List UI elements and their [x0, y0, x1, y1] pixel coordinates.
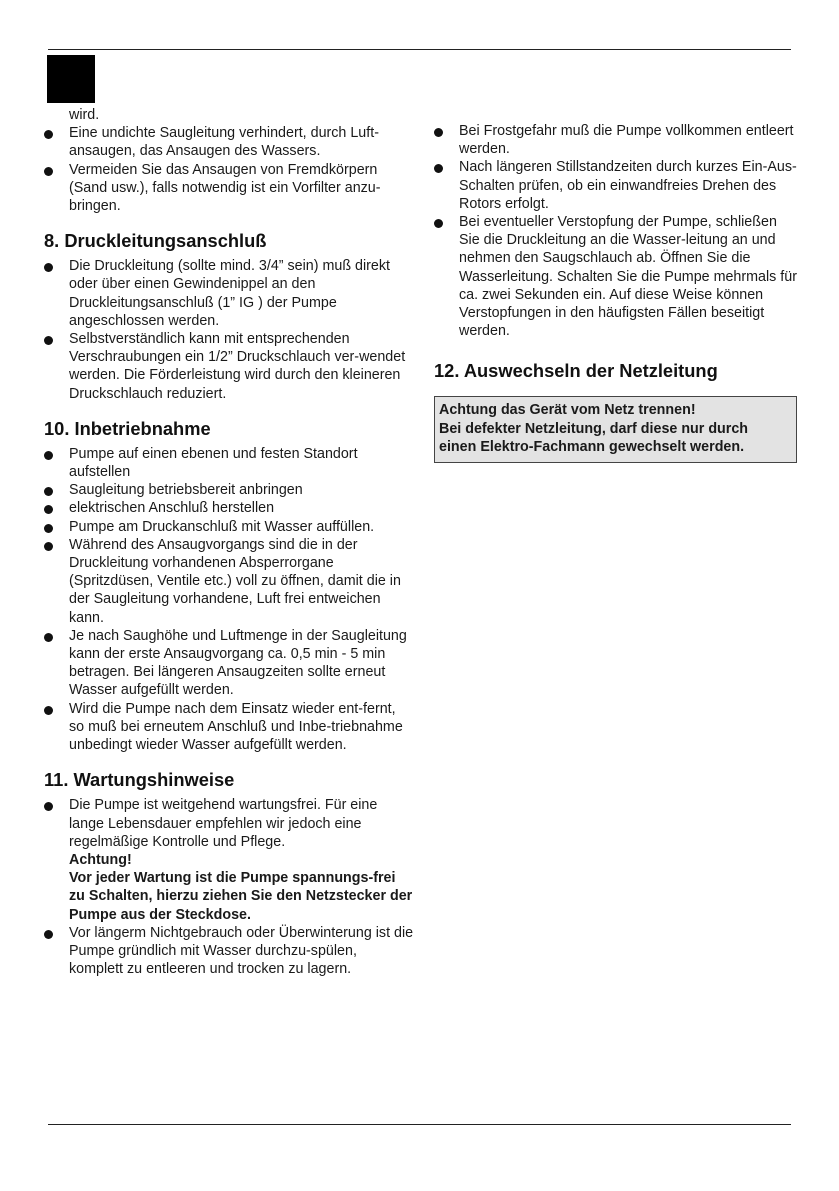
bullet-icon	[44, 336, 53, 345]
intro-bullet-list	[44, 124, 414, 215]
list-item: Wird die Pumpe nach dem Einsatz wieder ent-fernt, so muß bei erneutem Anschluß und Inbe-triebnahme unbedingt wieder Wasser aufgefüllt werden.	[44, 700, 414, 755]
bullet-icon	[44, 451, 53, 460]
section-8-heading: 8. Druckleitungsanschluß	[44, 230, 267, 252]
section-10-bullet-list	[44, 445, 414, 754]
bullet-icon	[44, 802, 53, 811]
section-10	[44, 418, 414, 754]
warning-line-1: Achtung das Gerät vom Netz trennen!	[439, 402, 696, 419]
bullet-icon	[434, 128, 443, 137]
warning-line-2: Bei defekter Netzleitung, darf diese nur durch einen Elektro-Fachmann gewechselt werden.	[439, 420, 749, 455]
bullet-icon	[44, 263, 53, 272]
footer-rule	[48, 1124, 791, 1125]
section-11	[44, 769, 414, 978]
bullet-icon	[44, 930, 53, 939]
list-item: Vermeiden Sie das Ansaugen von Fremdkörpern (Sand usw.), falls notwendig ist ein Vorfilter anzu-bringen.	[44, 161, 414, 216]
list-item: Je nach Saughöhe und Luftmenge in der Saugleitung kann der erste Ansaugvorgang ca. 0,5 min - 5 min betragen. Bei längeren Ansaugzeiten sollte erneut Wasser aufgefüllt werden.	[44, 627, 414, 700]
right-bullet-list	[434, 122, 799, 340]
warning-box	[434, 396, 797, 463]
bullet-icon	[44, 633, 53, 642]
continuation-text: wird.	[69, 107, 100, 123]
list-item: Selbstverständlich kann mit entsprechenden Verschraubungen ein 1/2” Druckschlauch ver-wendet werden. Die Förderleistung wird durch den kleineren Druckschlauch reduziert.	[44, 330, 414, 403]
list-item: Die Pumpe ist weitgehend wartungsfrei. Für eine lange Lebensdauer empfehlen wir jedoch eine regelmäßige Kontrolle und Pflege. Achtung! Vor jeder Wartung ist die Pumpe spannungs-frei zu Schalten, hierzu ziehen Sie den Netzstecker der Pumpe aus der Steckdose.	[44, 796, 414, 923]
list-item: Nach längeren Stillstandzeiten durch kurzes Ein-Aus-Schalten prüfen, ob ein einwandfreies Drehen des Rotors erfolgt.	[434, 158, 799, 213]
bullet-icon	[434, 219, 443, 228]
bullet-icon	[44, 130, 53, 139]
list-item: Die Druckleitung (sollte mind. 3/4” sein) muß direkt oder über einen Gewindenippel an den Druckleitungsanschluß (1” IG ) der Pumpe angeschlossen werden.	[44, 257, 414, 330]
bullet-icon	[434, 164, 443, 173]
list-item: Vor längerm Nichtgebrauch oder Überwinterung ist die Pumpe gründlich mit Wasser durchzu-spülen, komplett zu entleeren und trocken zu lagern.	[44, 924, 414, 979]
list-item: Pumpe am Druckanschluß mit Wasser auffüllen.	[44, 518, 414, 536]
section-11-bullet-list	[44, 796, 414, 978]
attention-text: Vor jeder Wartung ist die Pumpe spannungs-frei zu Schalten, hierzu ziehen Sie den Netzstecker der Pumpe aus der Steckdose.	[69, 870, 413, 923]
attention-label: Achtung!	[69, 851, 132, 868]
list-item: Saugleitung betriebsbereit anbringen	[44, 481, 414, 499]
list-item: Pumpe auf einen ebenen und festen Standort aufstellen	[44, 445, 414, 481]
section-8	[44, 230, 414, 403]
header-rule	[48, 49, 791, 50]
section-12-heading: 12. Auswechseln der Netzleitung	[434, 360, 718, 382]
bullet-icon	[44, 542, 53, 551]
list-item: Bei eventueller Verstopfung der Pumpe, schließen Sie die Druckleitung an die Wasser-leitung an und nehmen den Saugschlauch ab. Öffnen Sie die Wasserleitung. Schalten Sie die Pumpe mehrmals für ca. zwei Sekunden ein. Auf diese Weise können Verstopfungen in den häufigsten Fällen beseitigt werden.	[434, 213, 799, 340]
right-column	[434, 122, 799, 463]
bullet-icon	[44, 167, 53, 176]
section-12	[434, 360, 799, 463]
left-column	[44, 106, 414, 978]
section-8-bullet-list	[44, 257, 414, 403]
list-item: Während des Ansaugvorgangs sind die in der Druckleitung vorhandenen Absperrorgane (Spritzdüsen, Ventile etc.) voll zu öffnen, damit die in der Saugleitung vorhandene, Luft frei entweichen kann.	[44, 536, 414, 627]
language-tab-marker	[47, 55, 95, 103]
section-11-heading: 11. Wartungshinweise	[44, 769, 235, 791]
list-item: Bei Frostgefahr muß die Pumpe vollkommen entleert werden.	[434, 122, 799, 158]
list-item: elektrischen Anschluß herstellen	[44, 499, 414, 517]
list-item: Eine undichte Saugleitung verhindert, durch Luft-ansaugen, das Ansaugen des Wassers.	[44, 124, 414, 160]
bullet-icon	[44, 706, 53, 715]
section-10-heading: 10. Inbetriebnahme	[44, 417, 211, 439]
bullet-icon	[44, 505, 53, 514]
bullet-icon	[44, 524, 53, 533]
bullet-icon	[44, 487, 53, 496]
